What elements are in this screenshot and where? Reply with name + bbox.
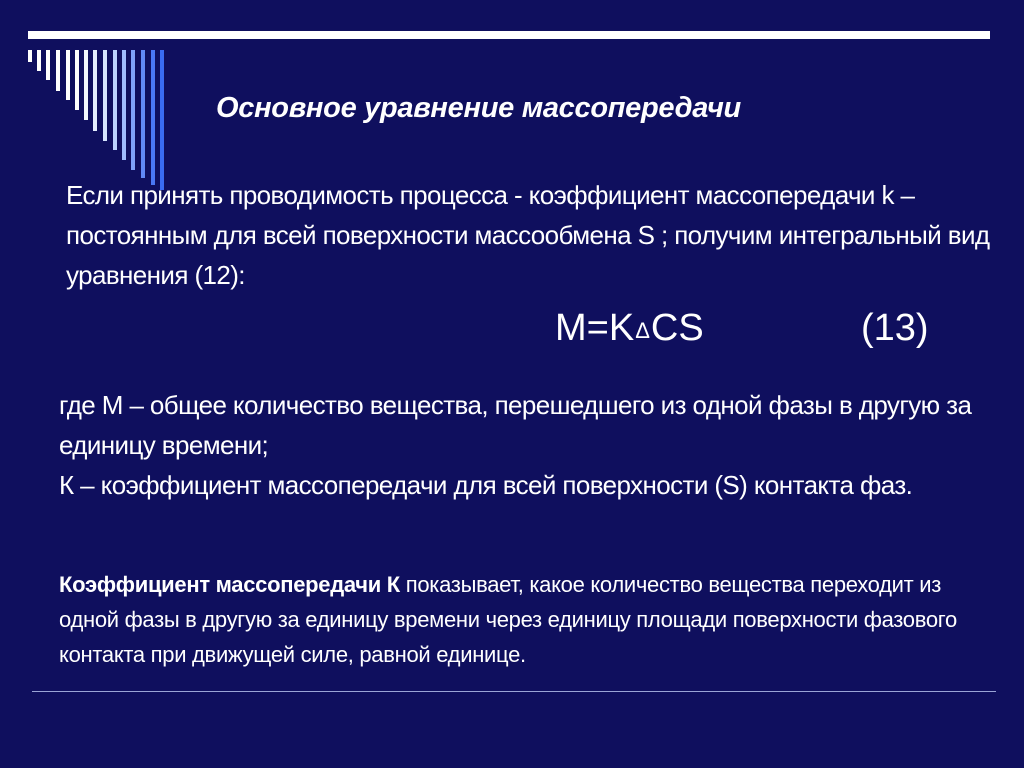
- intro-paragraph: Если принять проводимость процесса - коэффициент массопередачи k – постоянным для всей поверхности массообмена S ; получим интегральный вид уравнения (12):: [66, 180, 990, 290]
- decorative-bar: [46, 50, 50, 80]
- formula-right: CS: [650, 307, 704, 349]
- decorative-bar: [66, 50, 70, 100]
- coefficient-term: Коэффициент массопередачи К: [59, 572, 400, 597]
- decorative-bar: [103, 50, 107, 141]
- decorative-bar: [122, 50, 126, 160]
- definition-m: где М – общее количество вещества, перешедшего из одной фазы в другую за единицу времени;: [59, 390, 972, 460]
- decorative-bar: [37, 50, 41, 71]
- decorative-bar: [131, 50, 135, 170]
- decorative-bars: [0, 0, 200, 200]
- slide-title: Основное уравнение массопередачи: [216, 92, 741, 124]
- bottom-rule: [32, 691, 996, 692]
- decorative-bar: [113, 50, 117, 150]
- decorative-bar: [141, 50, 145, 178]
- definition-k: К – коэффициент массопередачи для всей поверхности (S) контакта фаз.: [59, 470, 913, 500]
- definitions-paragraph: [59, 385, 1019, 505]
- decorative-bar: [28, 50, 32, 62]
- decorative-bar: [93, 50, 97, 131]
- formula-left: M=K: [555, 307, 635, 349]
- decorative-bar: [160, 50, 164, 190]
- decorative-bar: [56, 50, 60, 91]
- decorative-bar: [75, 50, 79, 110]
- formula-number: (13): [861, 307, 929, 349]
- delta-symbol: Δ: [635, 318, 650, 343]
- formula: [555, 307, 704, 350]
- decorative-bar: [84, 50, 88, 120]
- coefficient-description: показывает, какое количество вещества переходит из одной фазы в другую за единицу времени через единицу площади поверхности фазового контакта при движущей силе, равной единице.: [59, 572, 957, 667]
- coefficient-paragraph: [59, 567, 999, 672]
- decorative-bar: [151, 50, 155, 185]
